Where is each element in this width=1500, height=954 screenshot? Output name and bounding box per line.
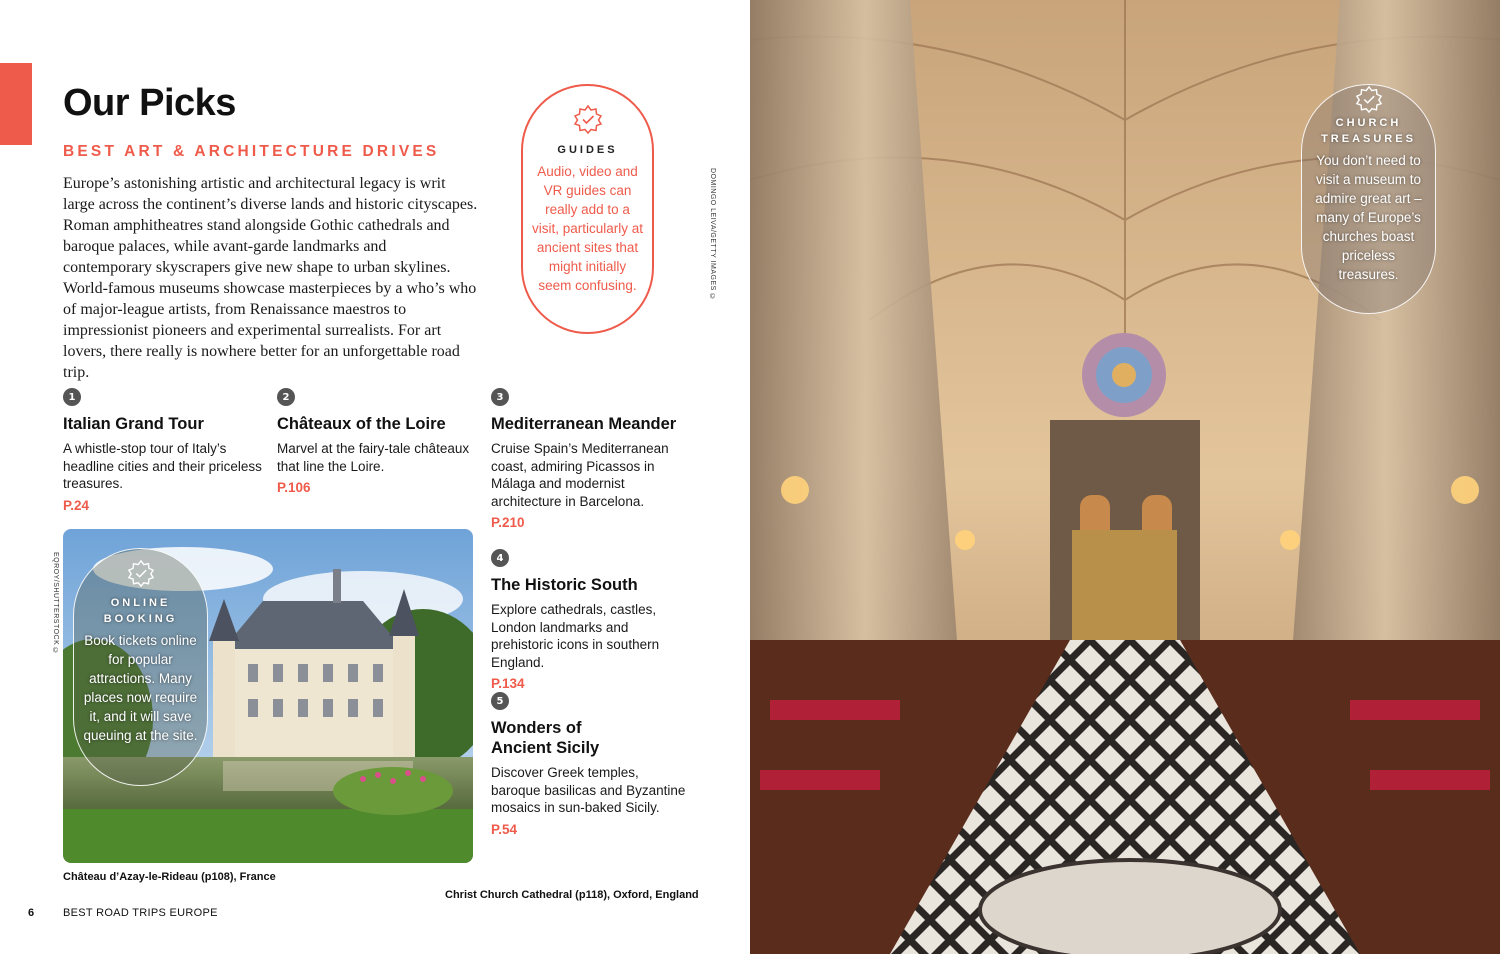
pick-number-badge: 5 [491, 692, 509, 710]
pick-number-badge: 4 [491, 549, 509, 567]
pick-title: Châteaux of the Loire [277, 415, 446, 433]
pick-title: Wonders of Ancient Sicily [491, 719, 600, 757]
pick-number-badge: 2 [277, 388, 295, 406]
pick-page-link[interactable]: P.134 [491, 676, 525, 691]
pick-title: Italian Grand Tour [63, 415, 204, 433]
pick-description: A whistle-stop tour of Italy’s headline cities and their priceless treasures. [63, 441, 262, 491]
pick-title: Mediterranean Meander [491, 415, 677, 433]
pick-description: Cruise Spain’s Mediterranean coast, admiring Picassos in Málaga and modernist architecture in Barcelona. [491, 441, 669, 509]
page-title: Our Picks [63, 82, 236, 124]
accent-tab [0, 63, 32, 145]
photo-credit-chateau: EQROY/SHUTTERSTOCK © [52, 552, 59, 656]
pick-description: Marvel at the fairy-tale châteaux that line the Loire. [277, 441, 470, 474]
pick-item[interactable] [63, 388, 263, 513]
pick-description: Explore cathedrals, castles, London landmarks and prehistoric icons in southern England. [491, 602, 660, 670]
pick-page-link[interactable]: P.210 [491, 515, 525, 530]
pick-number-badge: 3 [491, 388, 509, 406]
pick-description: Discover Greek temples, baroque basilicas and Byzantine mosaics in sun-baked Sicily. [491, 765, 686, 815]
pick-page-link[interactable]: P.24 [63, 497, 90, 513]
pick-title: The Historic South [491, 576, 638, 594]
pick-page-link[interactable]: P.54 [491, 821, 518, 837]
tip-online-booking [73, 548, 208, 786]
tip-church-treasures [1301, 84, 1436, 314]
pick-item[interactable] [491, 692, 691, 837]
page-number: 6 [28, 907, 35, 919]
running-head: BEST ROAD TRIPS EUROPE [63, 907, 218, 919]
tip-church-title: CHURCH TREASURES [1321, 117, 1416, 145]
tip-online-title: ONLINE BOOKING [103, 597, 178, 625]
pick-item[interactable] [491, 388, 691, 530]
pick-item[interactable] [491, 549, 691, 691]
pick-page-link[interactable]: P.106 [277, 480, 311, 495]
tip-guides-title: GUIDES [557, 144, 618, 156]
tip-church-body: You don’t need to visit a museum to admire great art – many of Europe’s churches boast priceless treasures. [1315, 153, 1422, 282]
caption-chateau: Château d’Azay-le-Rideau (p108), France [63, 871, 276, 883]
pick-number-badge: 1 [63, 388, 81, 406]
badge-check-icon [127, 559, 155, 587]
tip-online-body: Book tickets online for popular attractions. Many places now require it, and it will save queuing at the site. [83, 633, 198, 743]
badge-check-icon [573, 104, 603, 134]
tip-guides-body: Audio, video and VR guides can really add to a visit, particularly at ancient sites that might initially seem confusing. [531, 164, 644, 293]
photo-credit-cathedral: DOMINGO LEIVA/GETTY IMAGES © [709, 168, 716, 301]
intro-paragraph: Europe’s astonishing artistic and architectural legacy is writ large across the continent’s diverse lands and historic cityscapes. Roman amphitheatres stand alongside Gothic cathedrals and baroque palaces, while avant-garde landmarks and contemporary skyscrapers give new shape to urban skylines. World-famous museums showcase masterpieces by a who’s who of major-league artists, from Renaissance maestros to impressionist pioneers and experimental surrealists. For art lovers, there really is nowhere better for an unforgettable road trip. [63, 175, 478, 381]
badge-check-icon [1355, 85, 1383, 113]
pick-item[interactable] [277, 388, 477, 495]
section-subtitle: BEST ART & ARCHITECTURE DRIVES [63, 143, 440, 160]
caption-cathedral: Christ Church Cathedral (p118), Oxford, England [445, 889, 699, 901]
tip-guides [521, 84, 654, 334]
